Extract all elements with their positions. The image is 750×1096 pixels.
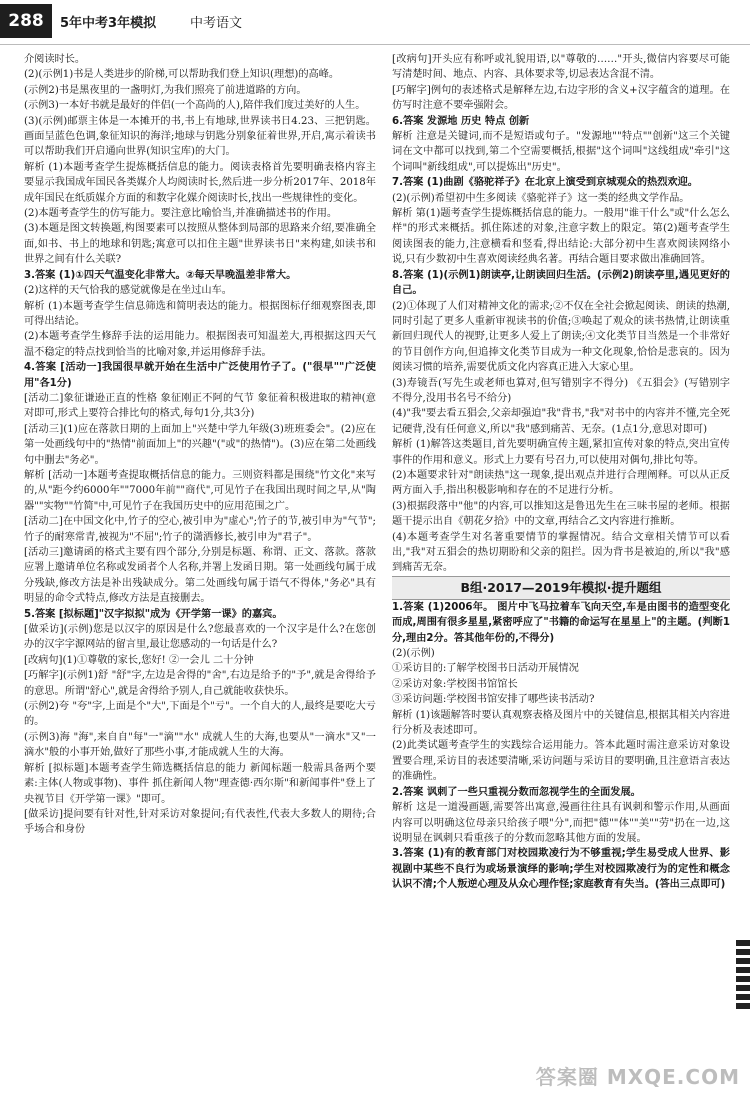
text-paragraph: 解析 这是一道漫画题,需要答出寓意,漫画往往具有讽刺和警示作用,从画面内容可以明确这位母亲只给孩子喂"分",而把"德""体""美""劳"扔在一边,这说明显在讽刺只看重孩子的分数而忽略其他方面的发展。: [392, 802, 730, 844]
text-paragraph: 解析 注意是关键词,而不是短语或句子。"发源地""特点""创新"这三个关键词在文中都可以找到,第二个空需要概括,根据"这个词叫"这线组成"牵引"这个词叫"新线组成",可以提炼出"历史"。: [392, 131, 730, 173]
text-paragraph: [做采访](示例)您是以汉字的原因是什么?您最喜欢的一个汉字是什么?在您创办的汉字字源网站的留言里,最让您感动的一句话是什么?: [24, 624, 376, 651]
text-paragraph: (2)这样的天气恰我的感觉就像是在坐过山车。: [24, 285, 232, 297]
text-paragraph: (2)本题考查学生修辞手法的运用能力。根据图表可知温差大,再根据这四天气温不稳定的特点找到恰当的比喻对象,并运用修辞手法。: [24, 331, 376, 358]
answer-paragraph: 2.答案 讽刺了一些只重视分数而忽视学生的全面发展。: [392, 786, 641, 798]
text-paragraph: 解析 (1)解答这类题目,首先要明确宣传主题,紧扣宣传对象的特点,突出宣传事件的作用和意义。形式上力要有号召力,可以使用对偶句,排比句等。: [392, 439, 730, 466]
right-column: [392, 52, 730, 893]
text-paragraph: (3)(示例)邮票主体是一本摊开的书,书上有地球,世界读书日4.23、三把钥匙。画面呈蓝色色调,象征知识的海洋;地球与钥匙分别象征着世界,开启,寓示着读书可以帮助我们开启通向世界(知识宝库)的大门。: [24, 115, 376, 158]
answer-paragraph: 8.答案 (1)(示例1)朗读亭,让朗读回归生活。(示例2)朗读亭里,遇见更好的自己。: [392, 269, 730, 297]
text-paragraph: (2)(示例1)书是人类进步的阶梯,可以帮助我们登上知识(理想)的高峰。: [24, 69, 340, 81]
book-title: 5年中考3年模拟: [60, 16, 157, 31]
watermark-logo: 答案圈 MXQE.COM: [535, 1065, 740, 1089]
text-paragraph: [活动二]在中国文化中,竹子的空心,被引申为"虚心";竹子的节,被引申为"气节";竹子的耐寒常青,被视为"不屈";竹子的潇洒修长,被引申为"君子"。: [24, 516, 376, 543]
text-paragraph: ③采访问题:学校图书馆安排了哪些读书活动?: [392, 694, 595, 706]
page-header: [0, 0, 750, 45]
text-paragraph: 解析 (1)本题考查学生提炼概括信息的能力。阅读表格首先要明确表格内容主要显示我国成年国民各类媒介人均阅读时长,然后进一步分析2017年、2018年成年国民在纸质媒介方面的和数字化媒介阅读时长,找出一些规律性的变化。: [24, 161, 376, 204]
text-paragraph: (4)本题考查学生对名著重要情节的掌握情况。结合文章相关情节可以看出,"我"对五猖会的热切期盼和父亲的阻拦。因为背书是被迫的,所以"我"感到痛苦无奈。: [392, 531, 730, 574]
answer-paragraph: 6.答案 发源地 历史 特点 创新: [392, 115, 530, 127]
text-paragraph: (3)根据段落中"他"的内容,可以推知这是鲁迅先生在三味书屋的老师。根据题干提示出自《朝花夕拾》中的文章,再结合乙文内容进行推断。: [392, 500, 730, 528]
text-paragraph: 解析 [活动一]本题考查提取概括信息的能力。三则资料都是围绕"竹文化"来写的,从"距今约6000年""7000年前""商代",可见竹子在我国出现时间之早,从"陶器""实物""竹简"中,可见竹子在我国历史中的应用范围之广。: [24, 469, 376, 512]
text-paragraph: [巧解字](示例1)舒 "舒"字,左边是舍得的"舍",右边是给予的"予",就是舍得给予的意思。所谓"舒心",就是舍得给予别人,自己就能收获快乐。: [24, 670, 376, 697]
text-paragraph: (示例2)书是黑夜里的一盏明灯,为我们照亮了前进道路的方向。: [24, 84, 307, 96]
text-paragraph: (4)"我"要去看五猖会,父亲却强迫"我"背书,"我"对书中的内容并不懂,完全死记硬背,没有任何意义,所以"我"感到痛苦、无奈。(1点1分,意思对即可): [392, 408, 730, 435]
text-paragraph: (示例2)夸 "夸"字,上面是个"大",下面是个"亏"。一个自大的人,最终是要吃大亏的。: [24, 701, 376, 728]
book-subject: 中考语文: [190, 16, 243, 31]
text-paragraph: [做采访]提问要有针对性,针对采访对象提问;有代表性,代表大多数人的期待;合乎场合和身份: [24, 808, 376, 836]
text-paragraph: [活动三](1)应在落款日期的上面加上"兴楚中学九年级(3)班班委会"。(2)应在第一处画线句中的"热情"前面加上"的兴趣"("或"的热情")。(3)应在第二处画线句中删去"务必"。: [24, 423, 376, 466]
text-paragraph: [改病句]开头应有称呼或礼貌用语,以"尊敬的……"开头,微信内容要尽可能写清楚时间、地点、内容、具体要求等,切忌表达含混不清。: [392, 54, 730, 81]
text-paragraph: (2)此类试题考查学生的实践综合运用能力。答本此题时需注意采访对象设置要合理,采访目的表述要清晰,采访问题与采访目的要明确,且注意语言表达的准确性。: [392, 740, 730, 783]
text-paragraph: (2)(示例): [392, 648, 435, 660]
answer-paragraph: 3.答案 (1)有的教育部门对校园欺凌行为不够重视;学生易受成人世界、影视剧中某些不良行为或场景演绎的影响;学生对校园欺凌行为的定性和概念认识不清;个人叛逆心理及从众心理作怪;家庭教育有失当。(答出三点即可): [392, 848, 730, 891]
text-paragraph: 解析 [拟标题]本题考查学生筛选概括信息的能力 新闻标题一般需具备两个要素:主体(人物或事物)、事件 抓住新闻人物"理查德·西尔斯"和新闻事件"登上了央视节目《开学第一课》"即可。: [24, 762, 376, 805]
page-number: 288: [0, 4, 52, 38]
answer-paragraph: 3.答案 (1)①四天气温变化非常大。②每天早晚温差非常大。: [24, 269, 297, 281]
text-paragraph: (2)本题考查学生的仿写能力。要注意比喻恰当,并准确描述书的作用。: [24, 208, 338, 220]
text-paragraph: [巧解字]例句的表述格式是解释左边,右边字形的含义+汉字蕴含的道理。在仿写时注意不要牵强附会。: [392, 84, 730, 112]
answer-paragraph: 7.答案 (1)曲剧《骆驼祥子》在北京上演受到京城观众的热烈欢迎。: [392, 177, 698, 189]
text-paragraph: [活动三]邀请函的格式主要有四个部分,分别是标题、称谓、正文、落款。落款应署上邀请单位名称或发函者个人名称,并署上发函日期。第一处画线句属于成分残缺,修改方法是补出残缺成分。第二处画线句属于语气不得体,"务必"具有明显的命令式特点,修改方法是直接删去。: [24, 547, 376, 605]
text-paragraph: (3)本题是图文转换题,构图要素可以按照从整体到局部的思路来介绍,要准确全面,如书、书上的地球和钥匙;寓意可以扣住主题"世界读书日"来构建,如读书和世界之间有什么关联?: [24, 223, 376, 266]
text-paragraph: 解析 第(1)题考查学生提炼概括信息的能力。一般用"谁干什么"或"什么怎么样"的形式来概括。抓住陈述的对象,注意字数上的限定。第(2)题考查学生阅读图表的能力,注意横看和竖看,得出结论:大部分初中生喜欢阅读网络小说,只有少数初中生喜欢阅读经典名著。再结合题目要求做出准确回答。: [392, 208, 730, 266]
text-paragraph: (3)寿镜吾(写先生或老师也算对,但写错别字不得分) 《五猖会》(写错别字不得分,没用书名号不给分): [392, 377, 730, 404]
text-paragraph: (2)①体现了人们对精神文化的需求;②不仅在全社会掀起阅读、朗读的热潮,同时引起了更多人重新审视读书的价值;③唤起了观众的读书热情,让朗读重新回归现代人的视野,让更多人爱上了朗读;④文化类节目当然是一个非常好的节目创作方向,但追捧文化类节目成为一种文化现象,恰恰是悲哀的。因为阅读习惯的培养,需要优质文化内容真正进入大家心里。: [392, 300, 730, 374]
left-column: [24, 52, 376, 838]
text-paragraph: (示例3)海 "海",来自自"每"一"滴""水" 成就人生的大海,也要从"一滴水"又"一滴水"般的小事开始,做好了那些小事,才能成就人生的大海。: [24, 731, 376, 759]
text-paragraph: 解析 (1)本题考查学生信息筛选和简明表达的能力。根据图标仔细观察图表,即可得出结论。: [24, 300, 376, 327]
text-paragraph: 解析 (1)该题解答时要认真观察表格及图片中的关键信息,根据其相关内容进行分析及表述即可。: [392, 709, 730, 737]
text-paragraph: [改病句](1)①尊敬的家长,您好! ②一会儿 二十分钟: [24, 654, 254, 666]
text-paragraph: 介阅读时长。: [24, 54, 86, 65]
text-paragraph: ①采访目的:了解学校图书日活动开展情况: [392, 663, 579, 675]
answer-paragraph: 5.答案 [拟标题]"汉字拟拟"成为《开学第一课》的嘉宾。: [24, 608, 283, 620]
text-paragraph: (示例3)一本好书就是最好的伴侣(一个高尚的人),陪伴我们度过美好的人生。: [24, 100, 366, 112]
text-paragraph: [活动二]象征谦逊正直的性格 象征刚正不阿的气节 象征着积极进取的精神(意对即可,形式上要符合排比句的格式,每句1分,共3分): [24, 392, 376, 420]
answer-paragraph: 4.答案 [活动一]我国很早就开始在生活中广泛使用竹子了。("很早""广泛使用"各1分): [24, 362, 376, 389]
text-paragraph: ②采访对象:学校图书馆馆长: [392, 678, 518, 690]
answer-paragraph: 1.答案 (1)2006年。 图片中飞马拉着车飞向天空,车是由图书的造型变化而成,周围有很多星星,紧密呼应了"书籍的命运写在星星上"的主题。(判断1分,理由2分。答其他年份的,不得分): [392, 601, 730, 644]
text-paragraph: (2)(示例)希望初中生多阅读《骆驼祥子》这一类的经典文学作品。: [392, 192, 690, 204]
text-paragraph: (2)本题要求针对"朗读热"这一现象,提出观点并进行合理阐释。可以从正反两方面入手,指出积极影响和存在的不足进行分析。: [392, 469, 730, 497]
section-header: B组·2017—2019年模拟·提升题组: [392, 576, 730, 600]
